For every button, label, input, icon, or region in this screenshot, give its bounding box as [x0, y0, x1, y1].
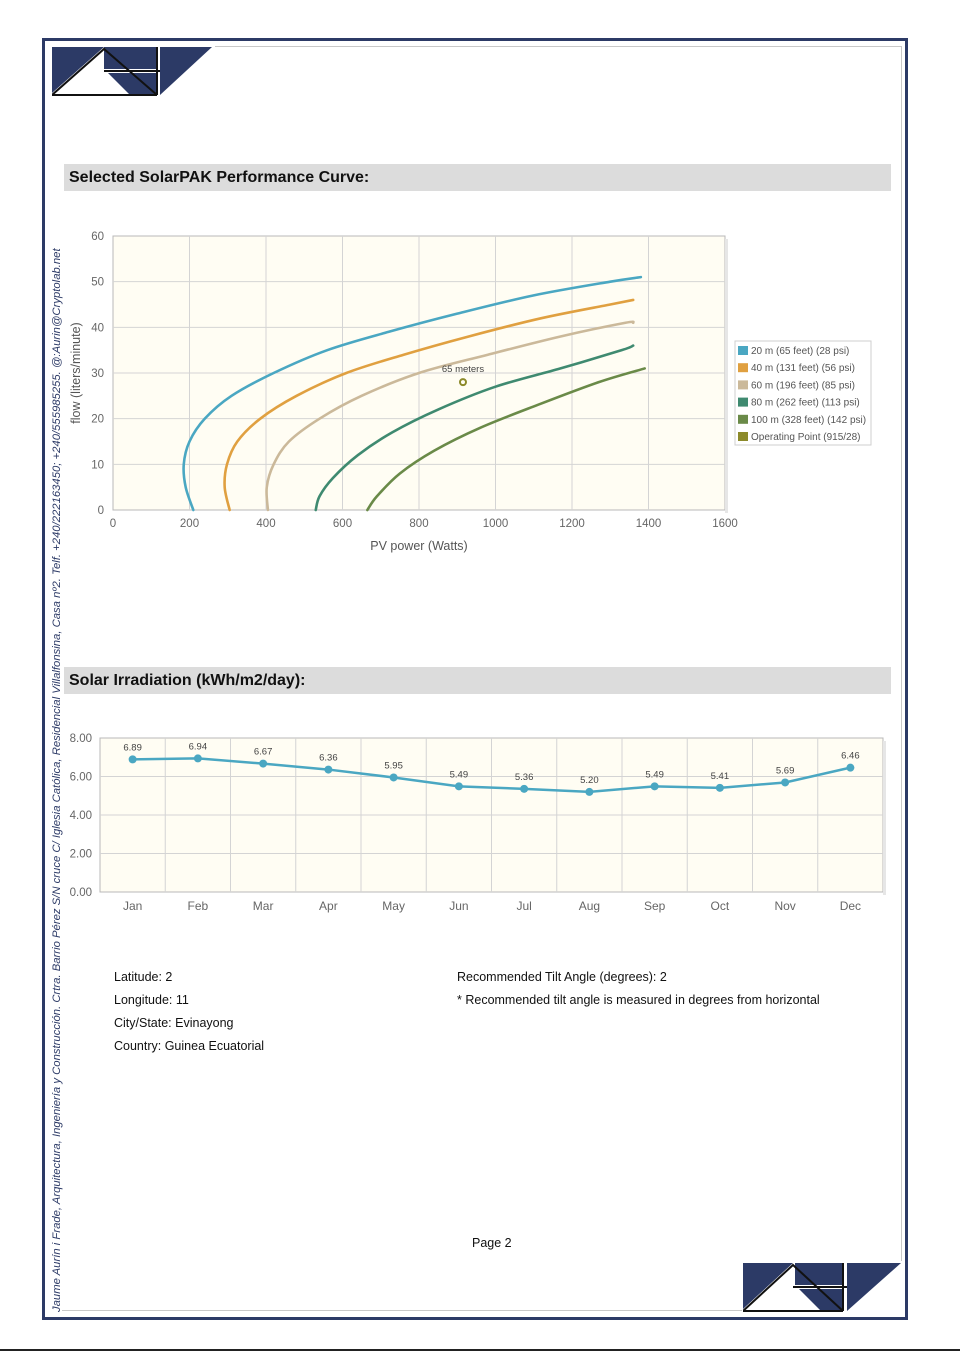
irradiation-point — [716, 784, 724, 792]
irradiation-data-label: 5.49 — [645, 769, 664, 781]
x-axis-title: PV power (Watts) — [370, 539, 468, 553]
irradiation-data-label: 5.41 — [710, 770, 730, 782]
irradiation-y-tick-label: 2.00 — [69, 848, 92, 861]
irradiation-data-label: 5.20 — [580, 774, 599, 786]
irradiation-month-label: Feb — [187, 899, 209, 913]
country-text: Country: Guinea Ecuatorial — [114, 1039, 265, 1053]
tilt-note-text: * Recommended tilt angle is measured in degrees from horizontal — [457, 993, 820, 1007]
irradiation-data-label: 6.46 — [841, 750, 860, 762]
longitude-text: Longitude: 11 — [114, 993, 189, 1007]
x-tick-label: 800 — [409, 518, 429, 530]
legend-label: 80 m (262 feet) (113 psi) — [751, 397, 860, 409]
x-tick-label: 0 — [109, 518, 117, 530]
irradiation-y-tick-label: 0.00 — [69, 887, 92, 899]
irradiation-y-tick-label: 6.00 — [69, 771, 92, 784]
page-number: Page 2 — [472, 1236, 512, 1250]
irradiation-month-label: Apr — [319, 899, 338, 913]
tilt-angle-text: Recommended Tilt Angle (degrees): 2 — [457, 970, 667, 984]
irradiation-point — [520, 785, 528, 793]
irradiation-month-label: Sep — [643, 899, 666, 913]
irradiation-month-label: May — [382, 899, 405, 913]
irradiation-month-label: Mar — [252, 899, 274, 913]
legend-label: 100 m (328 feet) (142 psi) — [751, 414, 867, 426]
y-tick-label: 20 — [91, 413, 104, 426]
irradiation-point — [781, 778, 789, 786]
performance-section-header: Selected SolarPAK Performance Curve: — [64, 164, 891, 191]
y-axis-title: flow (liters/minute) — [69, 322, 83, 424]
irradiation-data-label: 5.36 — [514, 771, 534, 783]
irradiation-y-tick-label: 4.00 — [69, 810, 92, 822]
company-logo-bottom — [743, 1263, 903, 1313]
x-tick-label: 600 — [332, 518, 353, 530]
y-tick-label: 30 — [91, 368, 104, 380]
irradiation-y-tick-label: 8.00 — [69, 733, 92, 745]
irradiation-month-label: Jan — [122, 899, 143, 913]
legend-label: 40 m (131 feet) (56 psi) — [751, 363, 855, 375]
operating-point-label: 65 meters — [441, 364, 485, 376]
x-tick-label: 400 — [256, 518, 276, 530]
irradiation-data-label: 5.69 — [775, 765, 795, 777]
y-tick-label: 40 — [91, 322, 104, 335]
x-tick-label: 1200 — [559, 518, 585, 530]
x-tick-label: 200 — [179, 518, 200, 530]
irradiation-data-label: 6.67 — [253, 746, 273, 758]
irradiation-month-label: Oct — [710, 899, 730, 913]
irradiation-data-label: 6.36 — [319, 752, 338, 764]
y-tick-label: 60 — [91, 231, 104, 243]
irradiation-point — [259, 760, 267, 768]
page-bottom-rule — [0, 1349, 960, 1351]
x-tick-label: 1600 — [712, 518, 738, 530]
irradiation-month-label: Nov — [774, 899, 796, 913]
y-tick-label: 10 — [91, 459, 104, 472]
x-tick-label: 1000 — [482, 518, 509, 530]
irradiation-point — [324, 766, 332, 774]
irradiation-month-label: Dec — [839, 899, 862, 913]
irradiation-point — [129, 755, 137, 763]
legend-label: 20 m (65 feet) (28 psi) — [751, 346, 850, 357]
y-tick-label: 0 — [97, 505, 104, 517]
irradiation-month-label: Jun — [449, 899, 469, 913]
irradiation-section-header: Solar Irradiation (kWh/m2/day): — [64, 667, 891, 694]
irradiation-point — [455, 782, 463, 790]
irradiation-month-label: Aug — [578, 899, 601, 913]
irradiation-data-label: 6.89 — [123, 742, 142, 754]
irradiation-point — [390, 773, 398, 781]
irradiation-data-label: 5.49 — [449, 769, 469, 781]
inner-rule-bottom — [62, 1310, 742, 1311]
legend-label: 60 m (196 feet) (85 psi) — [751, 380, 855, 392]
irradiation-point — [194, 754, 202, 762]
y-tick-label: 50 — [91, 276, 104, 289]
irradiation-point — [585, 788, 593, 796]
irradiation-data-label: 5.95 — [384, 760, 403, 772]
irradiation-point — [846, 764, 854, 772]
irradiation-month-label: Jul — [516, 899, 532, 913]
city-state-text: City/State: Evinayong — [114, 1016, 234, 1030]
irradiation-plot-shadow — [883, 741, 886, 895]
latitude-text: Latitude: 2 — [114, 970, 173, 984]
irradiation-data-label: 6.94 — [188, 741, 208, 753]
irradiation-point — [651, 782, 659, 790]
sidebar-contact-text: Jaume Aurín i Frade, Arquitectura, Ingeniería y Construcción. Crtra. Barrio Pérez S/N cruce C/ Iglesia Católica, Residencial Villalfonsina, Casa nº2. Telf. +240/222163450; +240/555985255. @:Aurin@Cryptolab.net — [51, 248, 63, 1312]
x-tick-label: 1400 — [635, 518, 662, 530]
legend-label: Operating Point (915/28) — [751, 432, 861, 443]
